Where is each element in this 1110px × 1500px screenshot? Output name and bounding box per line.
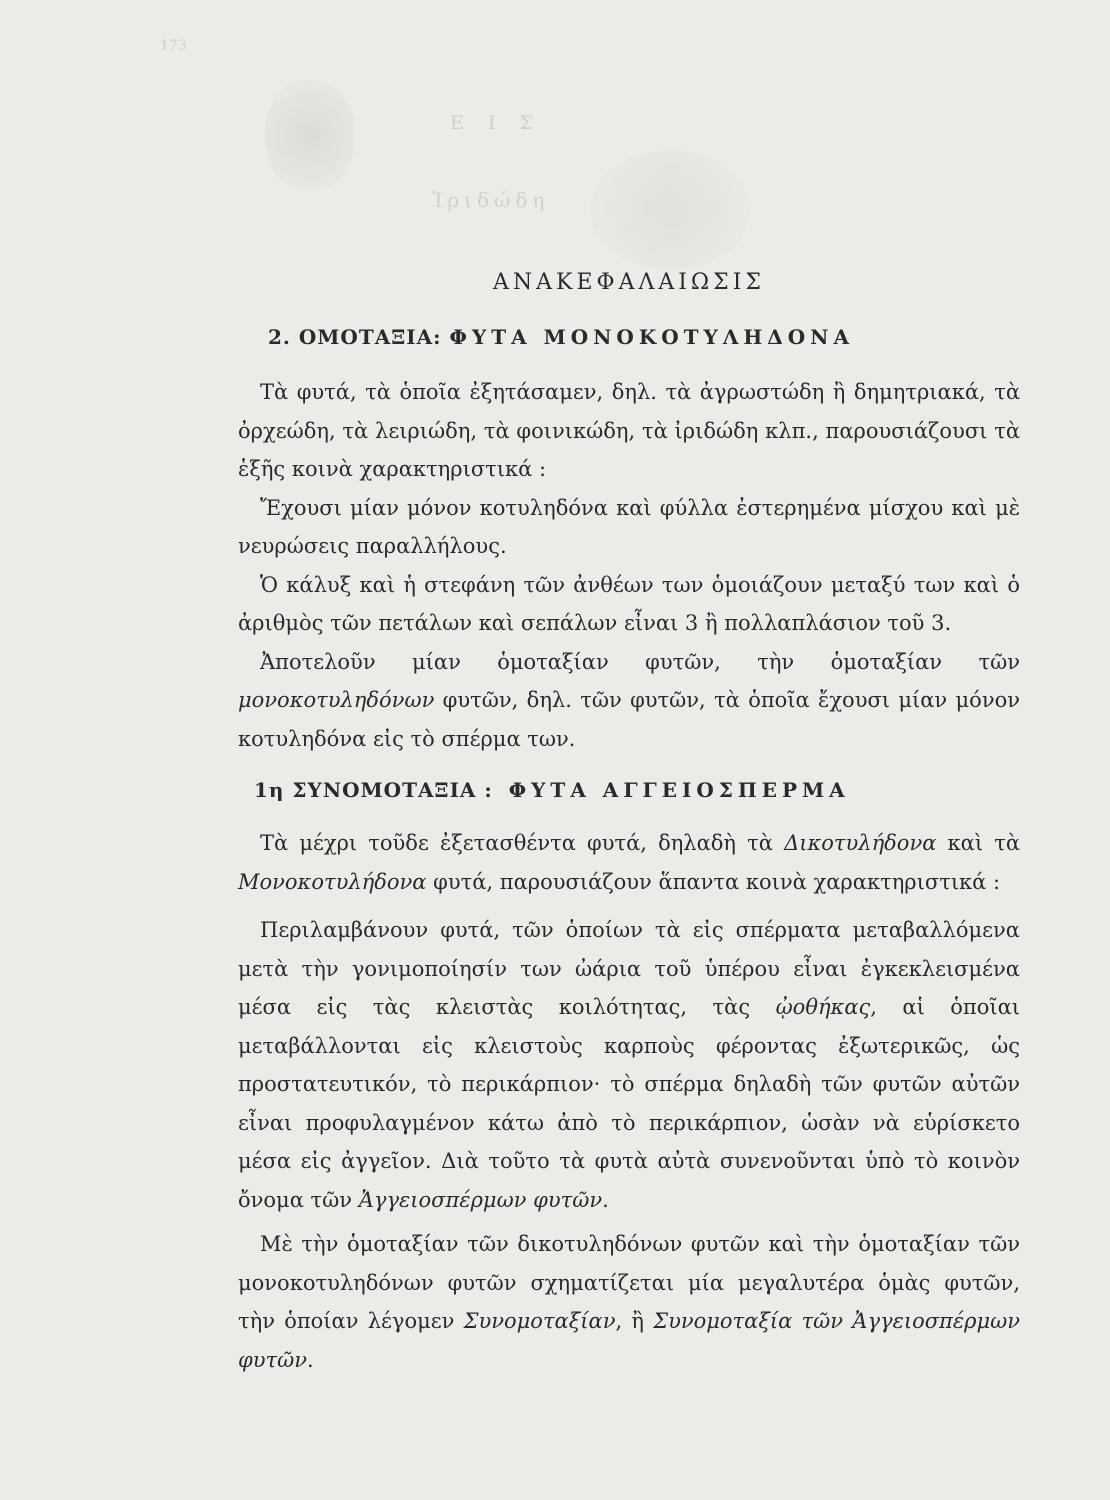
section-title: ΦΥΤΑ ΑΓΓΕΙΟΣΠΕΡΜΑ bbox=[508, 778, 850, 802]
bleed-through-page-number: 173 bbox=[160, 38, 187, 54]
section-label: 1η ΣΥΝΟΜΟΤΑΞΙΑ : bbox=[254, 778, 493, 802]
text-run: Ἀποτελοῦν μίαν ὁμοταξίαν φυτῶν, τὴν ὁμοταξίαν τῶν bbox=[260, 649, 1020, 674]
bleed-through-subheading: Ἰριδώδη bbox=[432, 188, 550, 212]
italic-term: Μονοκοτυλήδονα bbox=[238, 869, 427, 894]
italic-term: Συνομοταξίαν bbox=[463, 1309, 616, 1333]
text-run: φυτῶν, δηλ. τῶν φυτῶν, τὰ ὁποῖα ἔχουσι μίαν μόνον κοτυληδόνα εἰς τὸ σπέρμα των. bbox=[238, 688, 1020, 751]
bleed-through-illustration bbox=[265, 80, 355, 190]
bleed-through-illustration bbox=[590, 150, 750, 270]
text-run: , ἢ bbox=[615, 1309, 654, 1333]
italic-term: Δικοτυλήδονα bbox=[784, 831, 937, 855]
paragraph: Ἔχουσι μίαν μόνον κοτυληδόνα καὶ φύλλα ἐστερημένα μίσχου καὶ μὲ νευρώσεις παραλλήλους. bbox=[238, 495, 1020, 558]
text-run: , αἱ ὁποῖαι μεταβάλλονται εἰς κλειστοὺς καρποὺς φέροντας ἐξωτερικῶς, ὡς προστατευτικόν, τὸ περικάρπιον· τὸ σπέρμα δηλαδὴ τῶν φυτῶν αὐτῶν εἶναι προφυλαγμένον κάτω ἀπὸ τὸ περικάρπιον, ὡσὰν νὰ εὑρίσκετο μέσα εἰς ἀγγεῖον. Διὰ τοῦτο τὰ φυτὰ αὐτὰ συνενοῦνται ὑπὸ τὸ κοινὸν ὄνομα τῶν bbox=[238, 995, 1021, 1212]
summary-heading: ΑΝΑΚΕΦΑΛΑΙΩΣΙΣ bbox=[493, 270, 765, 295]
text-run: καὶ τὰ bbox=[936, 831, 1020, 855]
text-run: Τὰ μέχρι τοῦδε ἐξετασθέντα φυτά, δηλαδὴ τὰ bbox=[260, 831, 785, 855]
paragraph bbox=[238, 911, 1020, 1219]
section-label: 2. ΟΜΟΤΑΞΙΑ: bbox=[268, 325, 442, 349]
paragraph bbox=[238, 1225, 1020, 1379]
italic-term: Ἀγγειοσπέρμων φυτῶν bbox=[358, 1187, 603, 1212]
paragraph: Τὰ φυτά, τὰ ὁποῖα ἐξητάσαμεν, δηλ. τὰ ἀγρωστώδη ἢ δημητριακά, τὰ ὀρχεώδη, τὰ λειριώδη, τὰ φοινικώδη, τὰ ἰριδώδη κλπ., παρουσιάζουσι τὰ ἑξῆς κοινὰ χαρακτηριστικά : bbox=[238, 380, 1020, 481]
bleed-through-heading: Ε Ι Σ bbox=[450, 112, 542, 134]
section-title: ΦΥΤΑ ΜΟΝΟΚΟΤΥΛΗΔΟΝΑ bbox=[449, 325, 854, 349]
text-run: φυτά, παρουσιάζουν ἅπαντα κοινὰ χαρακτηριστικά : bbox=[426, 869, 1001, 894]
italic-term: ᾠοθήκας bbox=[775, 995, 871, 1019]
italic-term: μονοκοτυληδόνων bbox=[238, 688, 435, 712]
paragraph: Ὁ κάλυξ καὶ ἡ στεφάνη τῶν ἀνθέων των ὁμοιάζουν μεταξύ των καὶ ὁ ἀριθμὸς τῶν πετάλων καὶ σεπάλων εἶναι 3 ἢ πολλαπλάσιον τοῦ 3. bbox=[238, 572, 1020, 635]
text-run: . bbox=[602, 1187, 609, 1212]
section-heading-class bbox=[268, 325, 1020, 349]
text-run: Μὲ τὴν ὁμοταξίαν τῶν δικοτυληδόνων φυτῶν καὶ τὴν ὁμοταξίαν τῶν μονοκοτυληδόνων φυτῶν σχηματίζεται μία μεγαλυτέρα ὁμὰς φυτῶν, τὴν ὁποίαν λέγομεν bbox=[238, 1232, 1020, 1333]
main-text bbox=[238, 270, 1020, 1379]
paragraph bbox=[238, 824, 1020, 901]
paragraph bbox=[238, 643, 1020, 759]
section-heading-subphylum bbox=[254, 778, 1020, 802]
text-run: . bbox=[306, 1347, 314, 1372]
text-run: Περιλαμβάνουν φυτά, τῶν ὁποίων τὰ εἰς σπέρματα μεταβαλλόμενα μετὰ τὴν γονιμοποίησίν των ὠάρια τοῦ ὑπέρου εἶναι ἐγκεκλεισμένα μέσα εἰς τὰς κλειστὰς κοιλότητας, τὰς bbox=[238, 918, 1020, 1019]
italic-term: Συνομοταξία τῶν Ἀγγειοσπέρμων φυτῶν bbox=[238, 1309, 1021, 1372]
